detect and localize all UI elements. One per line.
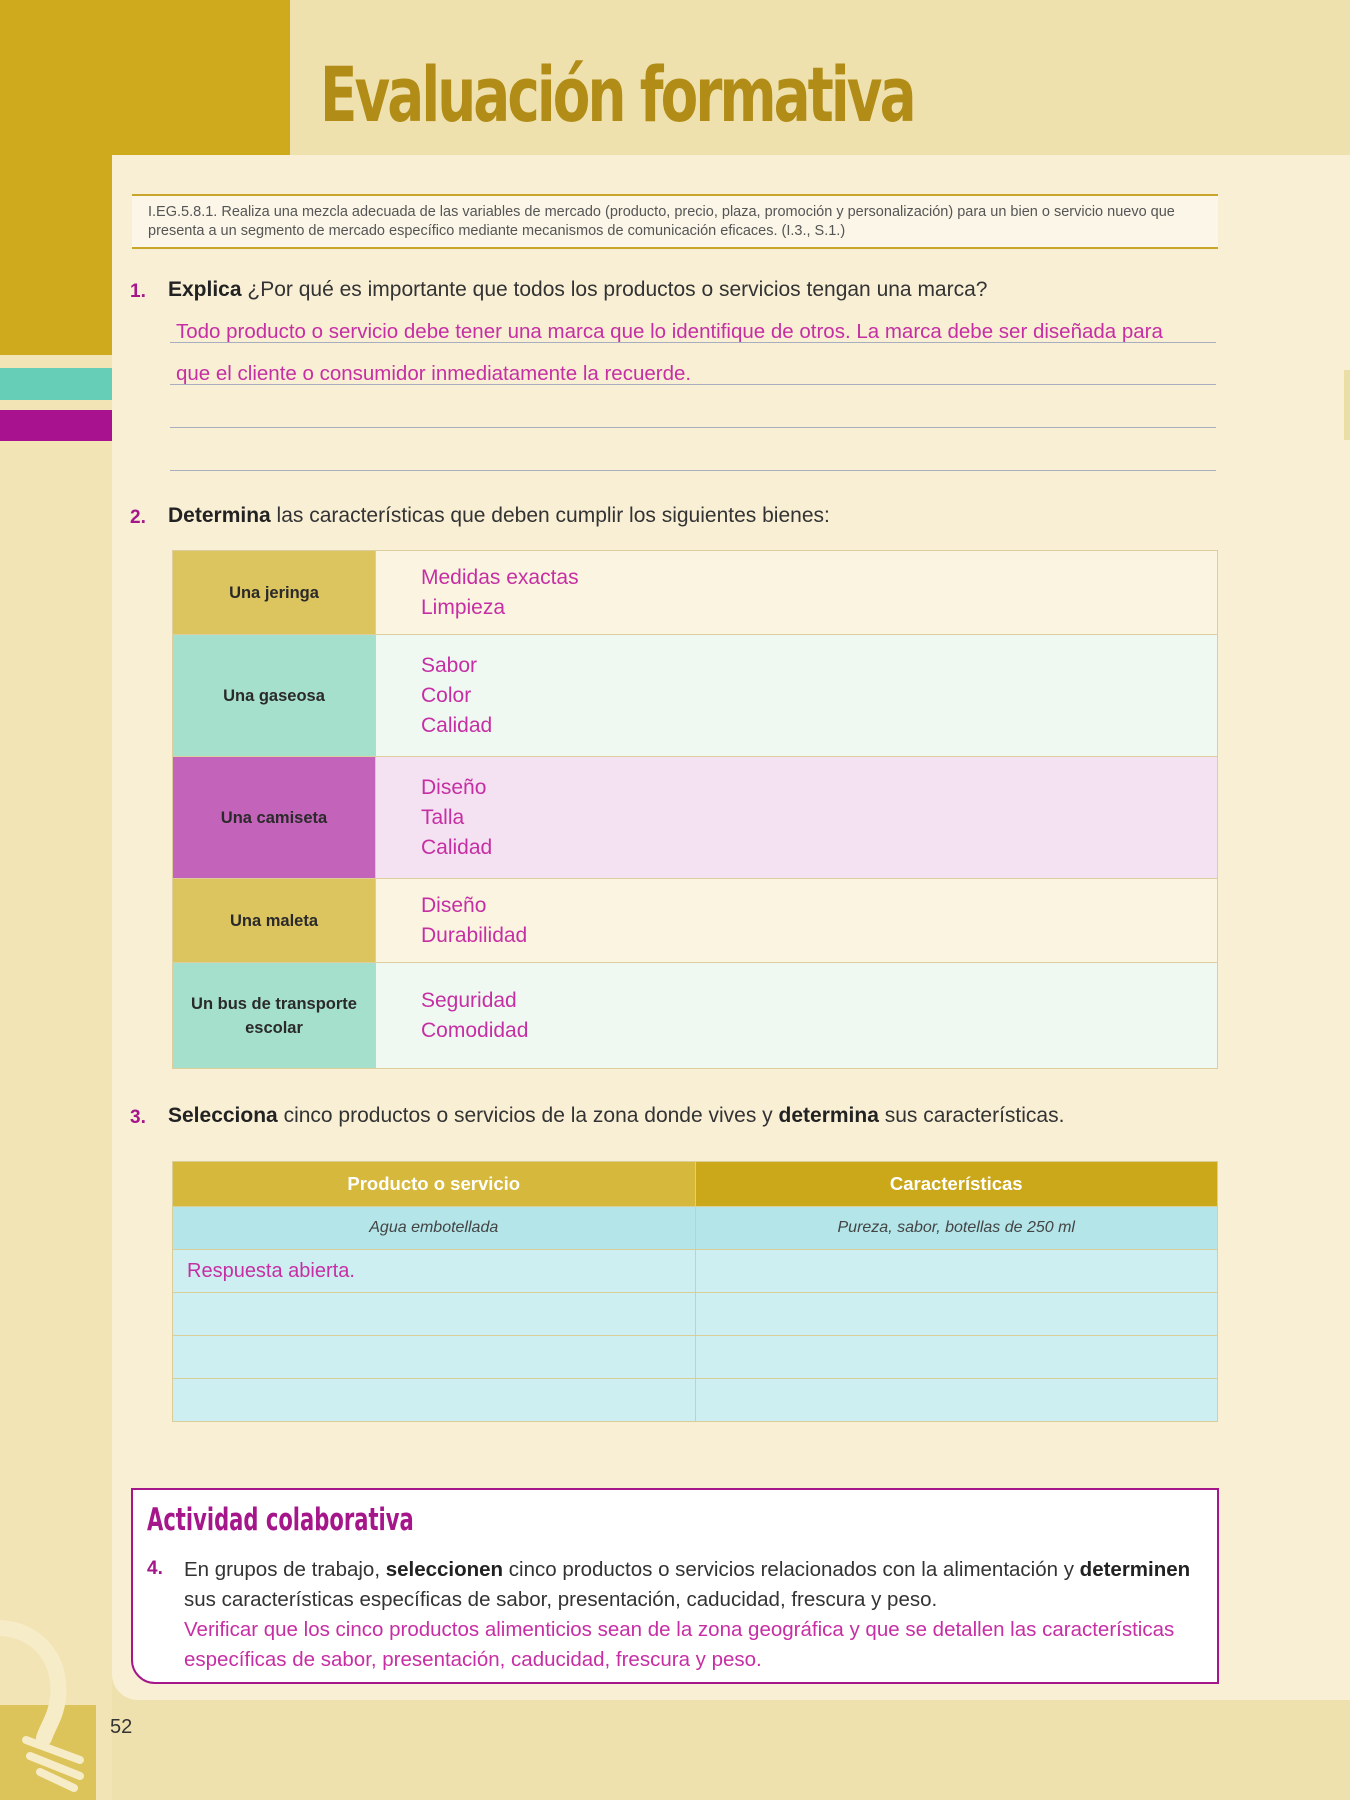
question-3-verb-1: Selecciona: [168, 1104, 278, 1127]
answer-line: [170, 342, 1216, 343]
table-header-row: [173, 1162, 1218, 1207]
table-row: [173, 879, 1218, 963]
example-characteristics: Pureza, sabor, botellas de 250 ml: [695, 1207, 1218, 1250]
example-product: Agua embotellada: [173, 1207, 696, 1250]
page-title: Evaluación formativa: [320, 50, 914, 139]
magenta-stripe: [0, 410, 112, 441]
example-row: [173, 1207, 1218, 1250]
good-label: Un bus de transporte escolar: [173, 963, 376, 1069]
question-1-prompt: ¿Por qué es importante que todos los productos o servicios tengan una marca?: [241, 278, 988, 301]
characteristic-item: Seguridad: [421, 988, 517, 1012]
page-number: 52: [110, 1716, 133, 1738]
question-2-number: 2.: [130, 507, 146, 528]
question-2-text: [168, 504, 830, 528]
question-4-part-2: cinco productos o servicios relacionados con la alimentación y: [503, 1558, 1080, 1581]
characteristic-item: Limpieza: [421, 595, 506, 619]
characteristic-item: Durabilidad: [421, 923, 528, 947]
left-margin: [0, 355, 112, 1800]
collaborative-activity-box: [131, 1488, 1219, 1684]
answer-1-line-2: que el cliente o consumidor inmediatamente la recuerde.: [176, 362, 692, 385]
question-3-number: 3.: [130, 1107, 146, 1128]
right-edge-tab: [1344, 370, 1350, 440]
good-label: Una gaseosa: [173, 635, 376, 757]
table-cell: [173, 1336, 696, 1379]
question-3-text: [168, 1104, 1064, 1128]
characteristics-cell: [376, 963, 1218, 1069]
characteristics-cell: [376, 757, 1218, 879]
header-product: Producto o servicio: [173, 1162, 696, 1207]
open-answer: Respuesta abierta.: [173, 1250, 696, 1293]
table-cell: [173, 1379, 696, 1422]
local-products-table: [172, 1161, 1218, 1422]
question-3-verb-2: determina: [778, 1104, 879, 1127]
table-row: [173, 1250, 1218, 1293]
collaborative-activity-title: Actividad colaborativa: [147, 1502, 414, 1538]
characteristic-item: Sabor: [421, 653, 478, 677]
table-cell: [695, 1379, 1218, 1422]
question-4-number: 4.: [147, 1558, 163, 1579]
table-cell: [695, 1293, 1218, 1336]
table-cell: [173, 1293, 696, 1336]
good-label: Una camiseta: [173, 757, 376, 879]
table-row: [173, 963, 1218, 1069]
characteristics-cell: [376, 879, 1218, 963]
table-row: [173, 551, 1218, 635]
question-4-verb-1: seleccionen: [385, 1558, 504, 1581]
goods-characteristics-table: [172, 550, 1218, 1069]
characteristics-cell: [376, 551, 1218, 635]
table-row: [173, 757, 1218, 879]
characteristic-item: Comodidad: [421, 1018, 529, 1042]
good-label: Una jeringa: [173, 551, 376, 635]
characteristics-cell: [376, 635, 1218, 757]
characteristic-item: Diseño: [421, 893, 487, 917]
characteristic-item: Calidad: [421, 835, 493, 859]
question-1-verb: Explica: [168, 278, 242, 301]
header-characteristics: Características: [695, 1162, 1218, 1207]
question-2-verb: Determina: [168, 504, 271, 527]
table-row: [173, 1336, 1218, 1379]
evaluation-indicator: I.EG.5.8.1. Realiza una mezcla adecuada de las variables de mercado (producto, precio, plaza, promoción y personalización) para un bien o servicio nuevo que presenta a un segmento de mercado específico mediante mecanismos de comunicación eficaces. (I.3., S.1.): [132, 194, 1218, 249]
characteristic-item: Talla: [421, 805, 465, 829]
teal-stripe: [0, 368, 112, 400]
answer-line: [170, 384, 1216, 385]
question-4-part-3: sus características específicas de sabor, presentación, caducidad, frescura y peso.: [184, 1588, 938, 1611]
answer-1-line-1: Todo producto o servicio debe tener una marca que lo identifique de otros. La marca debe ser diseñada para: [176, 320, 1163, 343]
question-4-text: [184, 1555, 1214, 1675]
answer-line: [170, 470, 1216, 471]
question-2-prompt: las características que deben cumplir los siguientes bienes:: [270, 504, 830, 527]
lightbulb-icon: [0, 1620, 110, 1800]
table-cell: [695, 1250, 1218, 1293]
characteristic-item: Diseño: [421, 775, 487, 799]
characteristic-item: Medidas exactas: [421, 565, 579, 589]
question-4-part-1: En grupos de trabajo,: [184, 1558, 386, 1581]
answer-4: Verificar que los cinco productos alimenticios sean de la zona geográfica y que se detallen las características específicas de sabor, presentación, caducidad, frescura y peso.: [184, 1618, 1175, 1671]
table-row: [173, 635, 1218, 757]
answer-line: [170, 427, 1216, 428]
question-3-prompt-1: cinco productos o servicios de la zona donde vives y: [277, 1104, 779, 1127]
good-label: Una maleta: [173, 879, 376, 963]
characteristic-item: Calidad: [421, 713, 493, 737]
question-3-prompt-2: sus características.: [878, 1104, 1065, 1127]
table-cell: [695, 1336, 1218, 1379]
question-4-verb-2: determinen: [1079, 1558, 1191, 1581]
table-row: [173, 1379, 1218, 1422]
question-1-number: 1.: [130, 281, 146, 302]
question-1-text: [168, 278, 987, 302]
characteristic-item: Color: [421, 683, 472, 707]
table-row: [173, 1293, 1218, 1336]
